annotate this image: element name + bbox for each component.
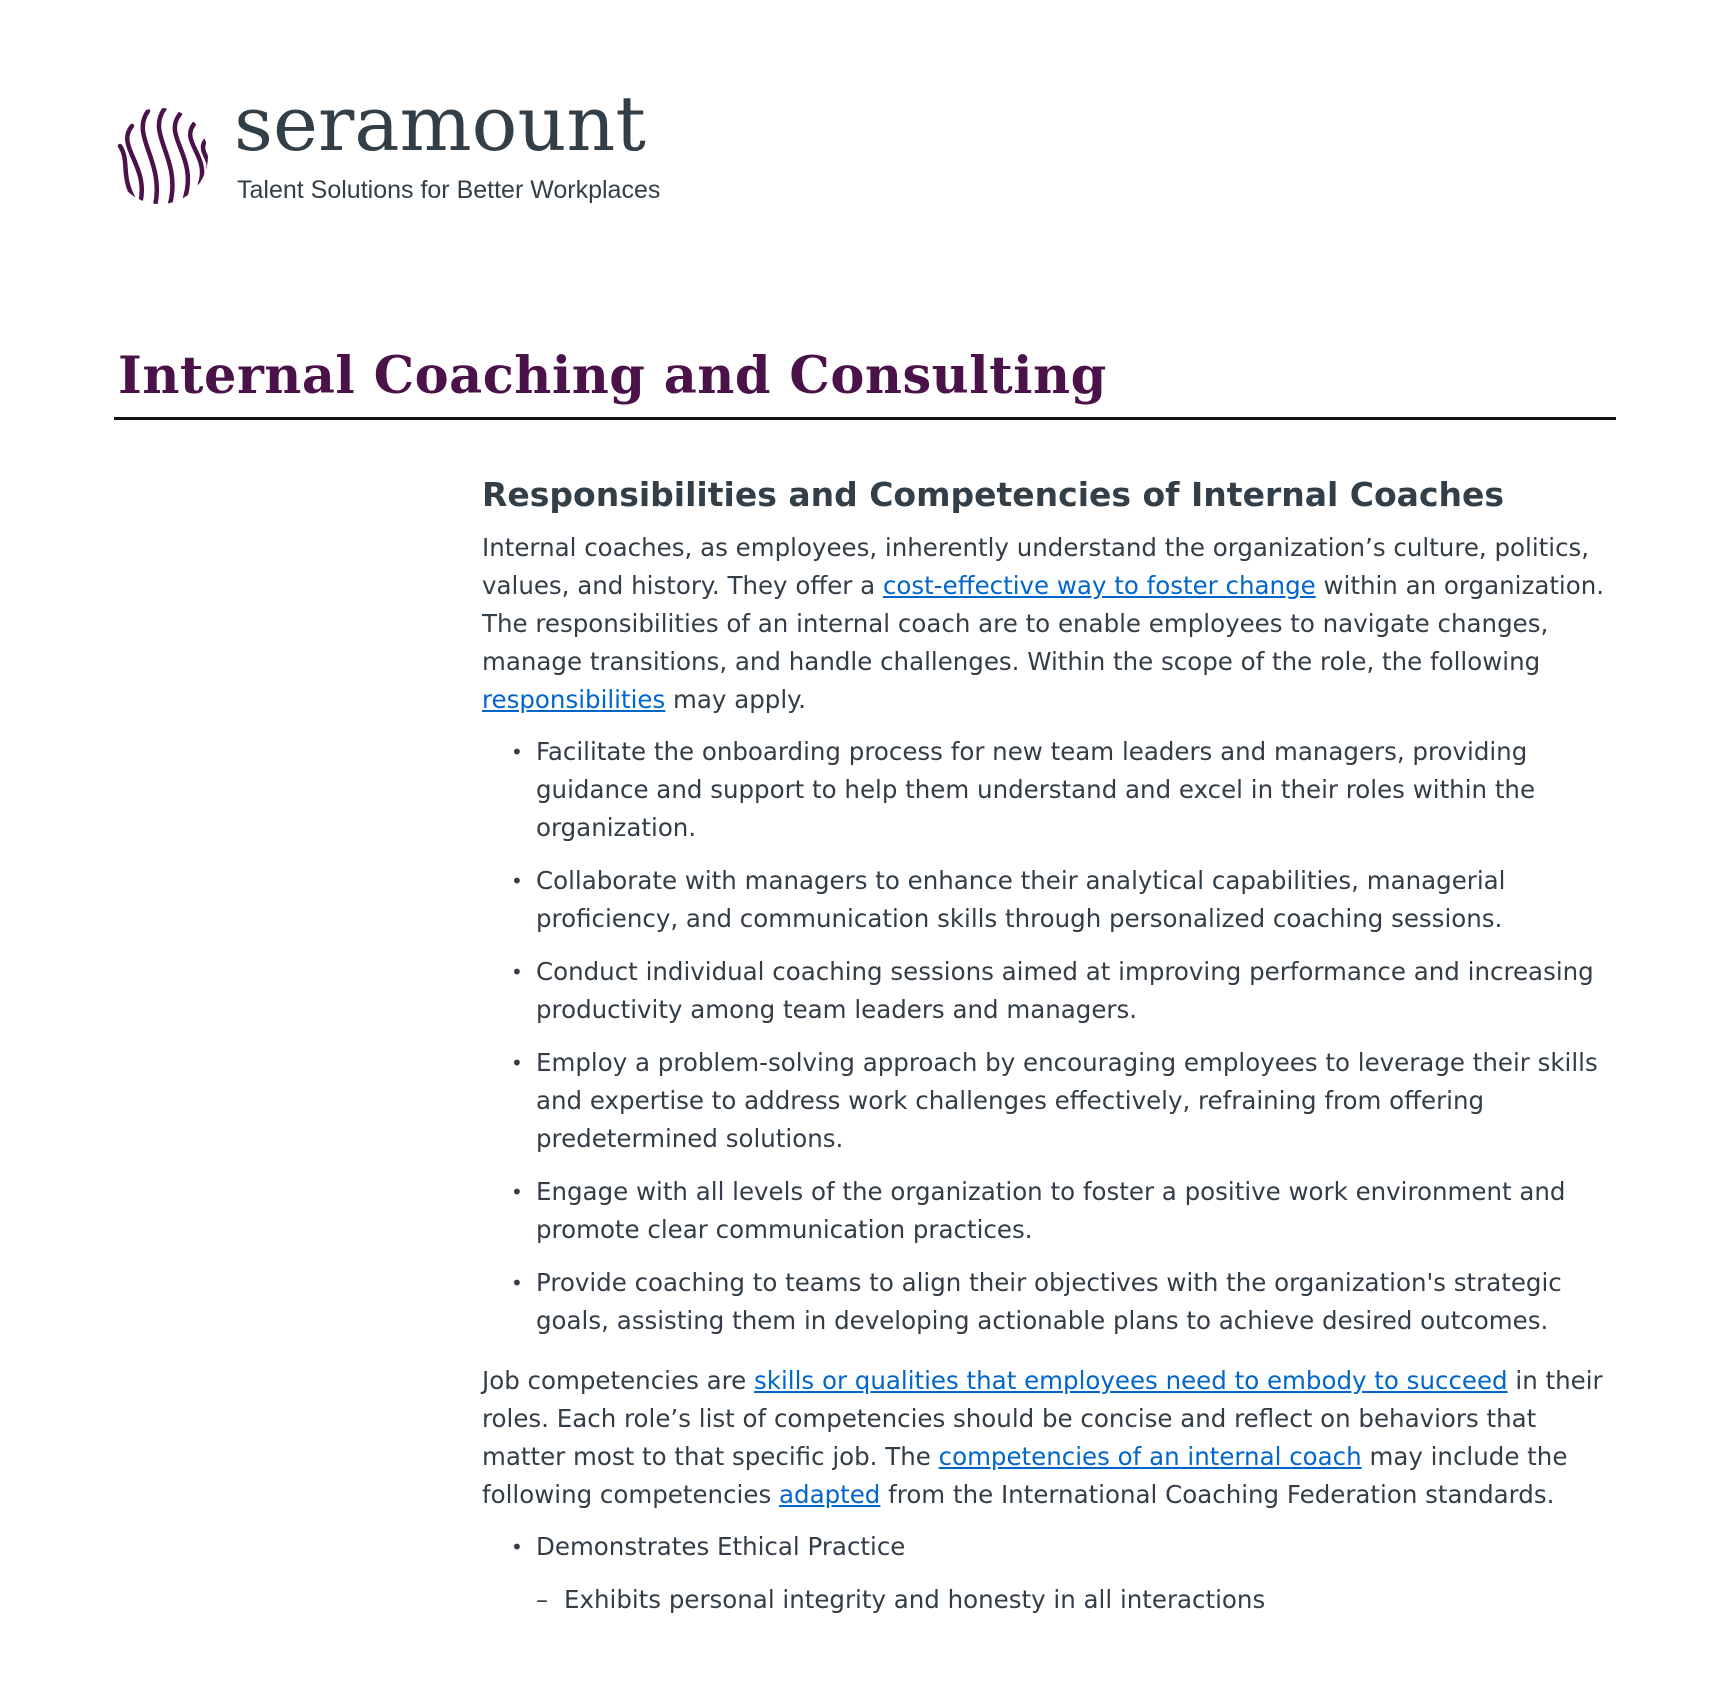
text: Internal coaches, as employees, inherently understand the organization’s culture, politics, values, and history. They offer a	[482, 532, 1590, 600]
text: from the International Coaching Federation standards.	[880, 1479, 1555, 1509]
article-body	[482, 474, 1622, 1641]
list-item: • Facilitate the onboarding process for new team leaders and managers, providing guidance and support to help them understand and excel in their roles within the organization.	[536, 733, 1622, 847]
text: in their roles. Each role’s list of competencies should be concise and reflect on behaviors that matter most to that specific job. The	[482, 1365, 1603, 1471]
intro-paragraph	[482, 529, 1622, 719]
list-item: • Employ a problem-solving approach by encouraging employees to leverage their skills and expertise to address work challenges effectively, refraining from offering predetermined solutions.	[536, 1044, 1622, 1158]
wave-logo-icon	[110, 106, 210, 206]
competencies-list	[482, 1528, 1622, 1619]
list-item: • Conduct individual coaching sessions aimed at improving performance and increasing productivity among team leaders and managers.	[536, 953, 1622, 1029]
cost-effective-link[interactable]: cost-effective way to foster change	[882, 570, 1316, 600]
title-divider	[114, 417, 1616, 420]
competency-label: Demonstrates Ethical Practice	[536, 1531, 906, 1561]
competencies-paragraph	[482, 1362, 1622, 1514]
text: Job competencies are	[482, 1365, 755, 1395]
competencies-link[interactable]: competencies of an internal coach	[938, 1441, 1362, 1471]
skills-qualities-link[interactable]: skills or qualities that employees need to embody to succeed	[754, 1365, 1508, 1395]
page-title: Internal Coaching and Consulting	[118, 346, 1107, 406]
section-heading: Responsibilities and Competencies of Internal Coaches	[482, 475, 1505, 514]
list-item: • Collaborate with managers to enhance their analytical capabilities, managerial proficiency, and communication skills through personalized coaching sessions.	[536, 862, 1622, 938]
list-item: • Provide coaching to teams to align their objectives with the organization's strategic goals, assisting them in developing actionable plans to achieve desired outcomes.	[536, 1264, 1622, 1340]
adapted-link[interactable]: adapted	[779, 1479, 881, 1509]
text: may include the following competencies	[482, 1441, 1568, 1509]
text: may apply.	[665, 684, 806, 714]
sub-list-item: – Exhibits personal integrity and honesty in all interactions	[564, 1581, 1622, 1619]
logo-tagline: Talent Solutions for Better Workplaces	[237, 176, 661, 204]
sub-list	[536, 1581, 1622, 1619]
text: within an organization. The responsibilities of an internal coach are to enable employees to navigate changes, manage transitions, and handle challenges. Within the scope of the role, the following	[482, 570, 1605, 676]
logo-wordmark: seramount	[234, 79, 646, 168]
responsibilities-list	[482, 733, 1622, 1340]
list-item: • Engage with all levels of the organization to foster a positive work environment and promote clear communication practices.	[536, 1173, 1622, 1249]
seramount-logo	[110, 79, 710, 215]
responsibilities-link[interactable]: responsibilities	[482, 684, 666, 714]
list-item	[536, 1528, 1622, 1619]
